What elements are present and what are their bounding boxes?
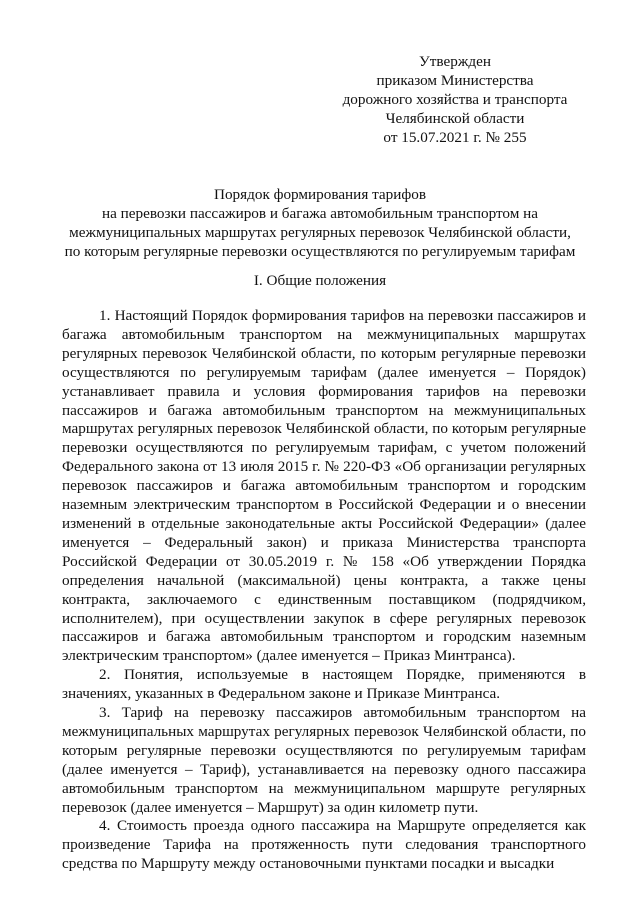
approval-line: от 15.07.2021 г. № 255 <box>383 128 527 146</box>
approval-stamp <box>300 53 610 148</box>
title-line: межмуниципальных маршрутах регулярных перевозок Челябинской области, <box>69 223 571 241</box>
title-line: Порядок формирования тарифов <box>213 186 426 203</box>
paragraph-4: 4. Стоимость проезда одного пассажира на Маршруте определяется как произведение Тарифа на протяженность пути следования транспортного средства по Маршруту между остановочными пунктами посадки и высадки <box>62 817 586 873</box>
paragraph-3: 3. Тариф на перевозку пассажиров автомобильным транспортом на межмуниципальных маршрутах регулярных перевозок Челябинской области, по которым регулярные перевозки осуществляются по регулируемым тарифам (далее именуется – Тариф), устанавливается на перевозку одного пассажира автомобильным транспортом на межмуниципальном маршруте регулярных перевозок (далее именуется – Маршрут) за один километр пути. <box>62 704 586 816</box>
document-title <box>50 186 590 262</box>
approval-line: Утвержден <box>419 53 491 70</box>
paragraph-2: 2. Понятия, используемые в настоящем Порядке, применяются в значениях, указанных в Федеральном законе и Приказе Минтранса. <box>62 666 586 703</box>
document-body <box>62 307 586 874</box>
approval-line: дорожного хозяйства и транспорта <box>342 90 568 108</box>
title-line: по которым регулярные перевозки осуществляются по регулируемым тарифам <box>64 242 576 260</box>
approval-line: Челябинской области <box>385 109 525 127</box>
title-line: на перевозки пассажиров и багажа автомобильным транспортом на <box>101 204 539 222</box>
section-heading: I. Общие положения <box>253 272 387 289</box>
approval-line: приказом Министерства <box>376 71 534 89</box>
paragraph-1: 1. Настоящий Порядок формирования тарифов на перевозки пассажиров и багажа автомобильным транспортом на межмуниципальных маршрутах регулярных перевозок Челябинской области, по которым регулярные перевозки осуществляются по регулируемым тарифам (далее именуется – Порядок) устанавливает правила и условия формирования тарифов на перевозки пассажиров и багажа автомобильным транспортом на межмуниципальных маршрутах регулярных перевозок Челябинской области, по которым регулярные перевозки осуществляются по регулируемым тарифам, с учетом положений Федерального закона от 13 июля 2015 г. № 220-ФЗ «Об организации регулярных перевозок пассажиров и багажа автомобильным транспортом и городским наземным электрическим транспортом в Российской Федерации и о внесении изменений в отдельные законодательные акты Российской Федерации» (далее именуется – Федеральный закон) и приказа Министерства транспорта Российской Федерации от 30.05.2019 г. № 158 «Об утверждении Порядка определения начальной (максимальной) цены контракта, а также цены контракта, заключаемого с единственным поставщиком (подрядчиком, исполнителем), при осуществлении закупок в сфере регулярных перевозок пассажиров и багажа автомобильным транспортом и городским наземным электрическим транспортом» (далее именуется – Приказ Минтранса). <box>62 307 586 665</box>
